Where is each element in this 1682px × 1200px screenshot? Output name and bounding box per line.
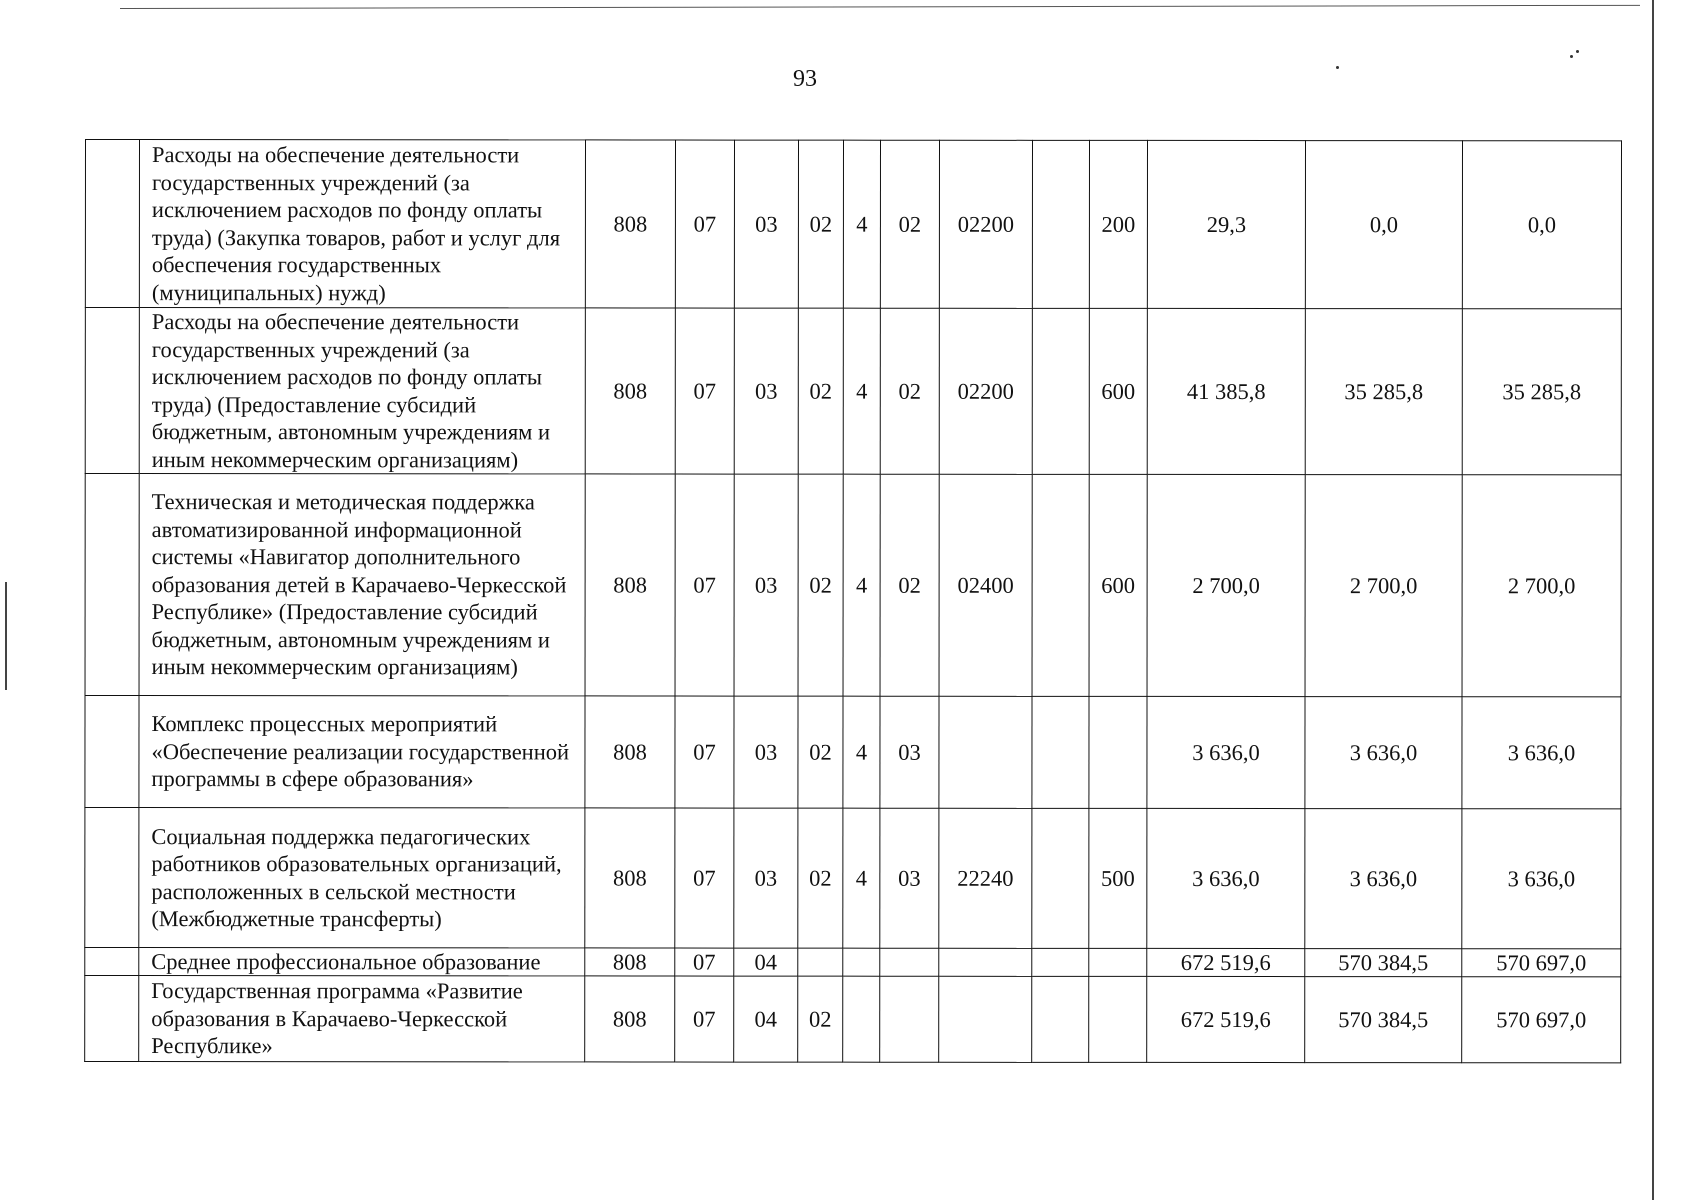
amount-year3-cell: 570 697,0	[1462, 949, 1621, 977]
expense-type-code-cell	[1089, 696, 1147, 808]
subprogram-code-cell: 4	[843, 140, 880, 308]
extra-code-cell	[1032, 948, 1089, 976]
ministry-code-cell: 808	[585, 308, 675, 474]
section-code-cell: 07	[675, 140, 734, 308]
amount-year3-cell: 2 700,0	[1462, 475, 1621, 697]
amount-year2-cell: 570 384,5	[1305, 977, 1462, 1063]
table-row	[85, 308, 1621, 475]
expense-type-code-cell: 600	[1089, 474, 1147, 696]
amount-year1-cell: 672 519,6	[1147, 948, 1305, 976]
subprogram-code-cell: 4	[843, 808, 880, 948]
expense-name-cell: Комплекс процессных мероприятий «Обеспечение реализации государственной программы в сфере образования»	[139, 696, 585, 808]
subsection-code-cell: 03	[734, 308, 798, 474]
expense-type-code-cell	[1089, 948, 1147, 976]
empty-cell	[85, 976, 139, 1062]
direction-code-cell	[939, 696, 1032, 808]
program-code-cell: 02	[798, 696, 843, 808]
table-row	[85, 696, 1621, 809]
ministry-code-cell: 808	[585, 976, 675, 1062]
amount-year3-cell: 0,0	[1462, 141, 1621, 309]
expense-type-code-cell	[1089, 976, 1147, 1062]
program-code-cell: 02	[798, 808, 843, 948]
extra-code-cell	[1032, 976, 1089, 1062]
amount-year2-cell: 35 285,8	[1305, 309, 1462, 475]
scan-border-right	[1652, 0, 1654, 1200]
budget-table	[84, 139, 1622, 1063]
activity-code-cell: 02	[880, 140, 939, 308]
empty-cell	[85, 474, 139, 696]
subprogram-code-cell: 4	[843, 308, 880, 474]
activity-code-cell: 02	[880, 474, 939, 696]
table-row	[85, 140, 1621, 309]
ministry-code-cell: 808	[585, 474, 675, 696]
amount-year2-cell: 3 636,0	[1305, 809, 1462, 949]
section-code-cell: 07	[675, 474, 734, 696]
scan-border-top	[120, 5, 1640, 9]
page-number: 93	[793, 66, 817, 92]
subsection-code-cell: 03	[734, 808, 798, 948]
ministry-code-cell: 808	[585, 696, 675, 808]
activity-code-cell: 03	[880, 808, 939, 948]
subsection-code-cell: 03	[734, 140, 798, 308]
scan-speck	[1576, 50, 1579, 53]
amount-year1-cell: 2 700,0	[1147, 474, 1305, 696]
program-code-cell: 02	[798, 308, 843, 474]
program-code-cell: 02	[798, 140, 843, 308]
subprogram-code-cell	[843, 948, 880, 976]
amount-year2-cell: 0,0	[1305, 141, 1462, 309]
program-code-cell: 02	[798, 474, 843, 696]
amount-year3-cell: 570 697,0	[1462, 977, 1621, 1063]
amount-year2-cell: 570 384,5	[1305, 949, 1462, 977]
direction-code-cell: 22240	[939, 808, 1032, 948]
extra-code-cell	[1032, 140, 1089, 308]
expense-type-code-cell: 600	[1089, 308, 1147, 474]
empty-cell	[85, 140, 139, 308]
subsection-code-cell: 03	[734, 474, 798, 696]
empty-cell	[85, 808, 139, 948]
amount-year1-cell: 3 636,0	[1147, 808, 1305, 948]
table-row	[85, 808, 1621, 949]
subsection-code-cell: 04	[734, 976, 798, 1062]
empty-cell	[85, 948, 139, 976]
activity-code-cell: 03	[880, 696, 939, 808]
direction-code-cell	[939, 976, 1032, 1062]
amount-year1-cell: 41 385,8	[1147, 308, 1305, 474]
ministry-code-cell: 808	[585, 948, 675, 976]
budget-table-container	[84, 139, 1621, 1063]
ministry-code-cell: 808	[585, 808, 675, 948]
amount-year2-cell: 2 700,0	[1305, 475, 1462, 697]
empty-cell	[85, 308, 139, 474]
subprogram-code-cell: 4	[843, 696, 880, 808]
scan-mark-left	[5, 582, 7, 690]
amount-year3-cell: 35 285,8	[1462, 309, 1621, 475]
extra-code-cell	[1032, 474, 1089, 696]
expense-name-cell: Социальная поддержка педагогических работников образовательных организаций, расположенных в сельской местности (Межбюджетные трансферты)	[139, 808, 585, 948]
amount-year1-cell: 672 519,6	[1147, 976, 1305, 1062]
amount-year2-cell: 3 636,0	[1305, 697, 1462, 809]
direction-code-cell: 02400	[939, 474, 1032, 696]
section-code-cell: 07	[675, 976, 734, 1062]
section-code-cell: 07	[675, 308, 734, 474]
activity-code-cell: 02	[880, 308, 939, 474]
scan-speck	[1570, 55, 1573, 58]
subprogram-code-cell	[843, 976, 880, 1062]
amount-year1-cell: 29,3	[1147, 140, 1305, 308]
table-row	[85, 948, 1621, 977]
empty-cell	[85, 696, 139, 808]
expense-name-cell: Государственная программа «Развитие образования в Карачаево-Черкесской Республике»	[139, 976, 585, 1062]
program-code-cell: 02	[798, 976, 843, 1062]
amount-year3-cell: 3 636,0	[1462, 809, 1621, 949]
extra-code-cell	[1032, 696, 1089, 808]
section-code-cell: 07	[675, 696, 734, 808]
expense-name-cell: Расходы на обеспечение деятельности государственных учреждений (за исключением расходов по фонду оплаты труда) (Закупка товаров, работ и услуг для обеспечения государственных (муниципальных) нужд)	[139, 140, 585, 308]
subsection-code-cell: 03	[734, 696, 798, 808]
direction-code-cell: 02200	[939, 308, 1032, 474]
section-code-cell: 07	[675, 948, 734, 976]
section-code-cell: 07	[675, 808, 734, 948]
extra-code-cell	[1032, 808, 1089, 948]
direction-code-cell	[939, 948, 1032, 976]
table-row	[85, 976, 1621, 1063]
subprogram-code-cell: 4	[843, 474, 880, 696]
amount-year3-cell: 3 636,0	[1462, 697, 1621, 809]
scan-speck	[1336, 66, 1339, 69]
expense-name-cell: Расходы на обеспечение деятельности государственных учреждений (за исключением расходов по фонду оплаты труда) (Предоставление субсидий бюджетным, автономным учреждениям и иным некоммерческим организациям)	[139, 308, 585, 474]
subsection-code-cell: 04	[734, 948, 798, 976]
amount-year1-cell: 3 636,0	[1147, 696, 1305, 808]
expense-name-cell: Среднее профессиональное образование	[139, 948, 585, 976]
activity-code-cell	[880, 976, 939, 1062]
table-row	[85, 474, 1621, 697]
extra-code-cell	[1032, 308, 1089, 474]
activity-code-cell	[880, 948, 939, 976]
program-code-cell	[798, 948, 843, 976]
direction-code-cell: 02200	[939, 140, 1032, 308]
expense-type-code-cell: 500	[1089, 808, 1147, 948]
ministry-code-cell: 808	[585, 140, 675, 308]
expense-name-cell: Техническая и методическая поддержка автоматизированной информационной системы «Навигатор дополнительного образования детей в Карачаево-Черкесской Республике» (Предоставление субсидий бюджетным, автономным учреждениям и иным некоммерческим организациям)	[139, 474, 585, 696]
expense-type-code-cell: 200	[1089, 140, 1147, 308]
